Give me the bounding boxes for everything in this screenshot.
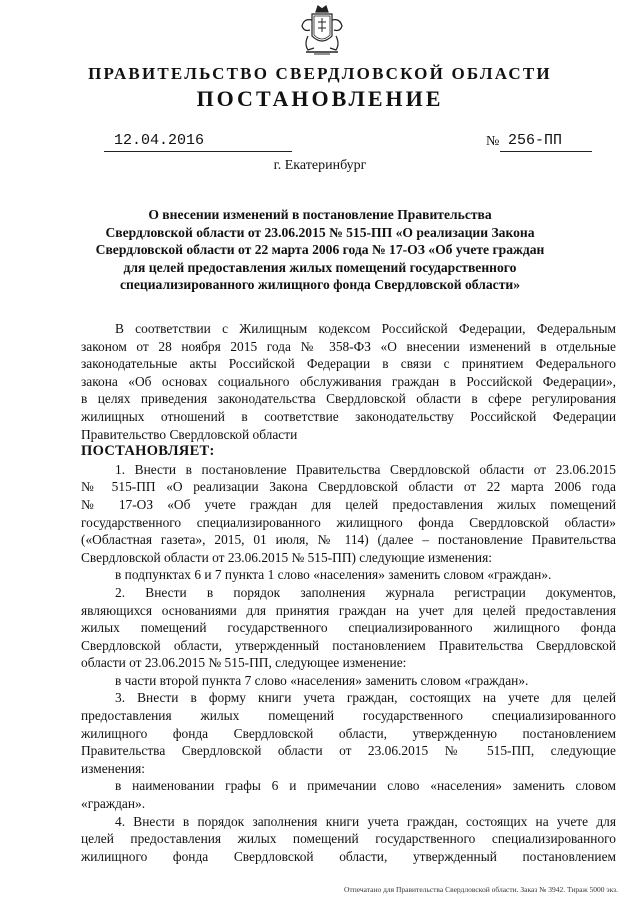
document-type-title: ПОСТАНОВЛЕНИЕ xyxy=(196,86,444,111)
body-line: закона «Об основах социального обслуживания граждан в Российской Федерации», xyxy=(81,373,616,389)
body-line: Правительства Свердловской области от 23.06.2015 № 515-ПП, следующие xyxy=(81,743,616,759)
body-line: № 515-ПП «О реализации Закона Свердловской области от 22 марта 2006 года xyxy=(81,479,616,495)
resolution-keyword: ПОСТАНОВЛЯЕТ: xyxy=(81,443,215,460)
date-underline xyxy=(104,151,292,152)
body-line: 2. Внести в порядок заполнения журнала регистрации документов, xyxy=(115,584,616,600)
number-underline xyxy=(500,151,592,152)
body-line: 4. Внести в порядок заполнения книги учета граждан, состоящих на учете для xyxy=(115,813,616,829)
body-line: законом от 28 ноября 2015 года № 358-ФЗ «О внесении изменений в отдельные xyxy=(81,338,616,354)
body-line: законодательные акты Российской Федерации в связи с принятием Федерального xyxy=(81,356,616,372)
body-line: Правительство Свердловской области xyxy=(81,426,298,442)
body-line: области от 23.06.2015 № 515-ПП, следующее изменение: xyxy=(81,655,407,671)
body-line: Свердловской области от 23.06.2015 № 515-ПП) следующие изменения: xyxy=(81,549,492,565)
document-number: 256-ПП xyxy=(508,132,563,149)
body-line: жилых помещений государственного специализированного жилищного фонда xyxy=(81,620,616,636)
body-line: жилищного фонда Свердловской области, утвержденный постановлением xyxy=(81,848,616,864)
body-line: в подпунктах 6 и 7 пункта 1 слово «населения» заменить словом «граждан». xyxy=(115,567,552,583)
document-date: 12.04.2016 xyxy=(114,132,205,149)
body-line: Свердловской области, утвержденный постановлением Правительства Свердловской xyxy=(81,637,616,653)
subject-line: Свердловской области от 23.06.2015 № 515-ПП «О реализации Закона xyxy=(105,224,535,240)
body-line: жилищного фонда Свердловской области, утвержденную постановлением xyxy=(81,725,616,741)
body-line: являющихся основаниями для принятия граждан на учет для целей предоставления xyxy=(81,602,616,618)
body-line: изменения: xyxy=(81,760,146,776)
document-subject xyxy=(0,206,640,294)
subject-line: специализированного жилищного фонда Свердловской области» xyxy=(119,277,521,292)
organization-title: ПРАВИТЕЛЬСТВО СВЕРДЛОВСКОЙ ОБЛАСТИ xyxy=(88,64,552,83)
body-line: 3. Внести в форму книги учета граждан, состоящих на учете для целей xyxy=(115,690,616,706)
body-line: в наименовании графы 6 и примечании слово «населения» заменить словом xyxy=(115,778,616,794)
body-line: 1. Внести в постановление Правительства Свердловской области от 23.06.2015 xyxy=(115,461,616,477)
subject-line: Свердловской области от 22 марта 2006 года № 17-ОЗ «Об учете граждан xyxy=(95,242,545,257)
body-line: «граждан». xyxy=(81,796,146,812)
body-line: № 17-ОЗ «Об учете граждан для целей предоставления жилых помещений xyxy=(81,496,616,512)
body-line: В соответствии с Жилищным кодексом Российской Федерации, Федеральным xyxy=(115,321,616,336)
number-sign: № xyxy=(486,134,500,149)
body-line: в части второй пункта 7 слово «населения» заменить словом «граждан». xyxy=(115,672,529,688)
subject-line: О внесении изменений в постановление Правительства xyxy=(148,207,492,222)
document-body xyxy=(81,320,616,865)
print-footer: Отпечатано для Правительства Свердловской области. Заказ № 3942. Тираж 5000 экз. xyxy=(344,885,618,894)
body-line: («Областная газета», 2015, 01 июля, № 114) (далее – постановление Правительства xyxy=(81,532,616,548)
coat-of-arms-emblem xyxy=(300,2,344,58)
body-line: в целях приведения законодательства Свердловской области в сфере регулирования xyxy=(81,391,616,407)
subject-line: для целей предоставления жилых помещений государственного xyxy=(123,259,517,275)
city-name: г. Екатеринбург xyxy=(273,158,367,173)
body-line: жилищных отношений в соответствие законодательству Российской Федерации xyxy=(81,408,616,424)
body-line: государственного специализированного жилищного фонда Свердловской области» xyxy=(81,514,616,530)
body-line: целей предоставления жилых помещений государственного специализированного xyxy=(81,831,616,847)
body-line: предоставления жилых помещений государственного специализированного xyxy=(81,708,616,724)
